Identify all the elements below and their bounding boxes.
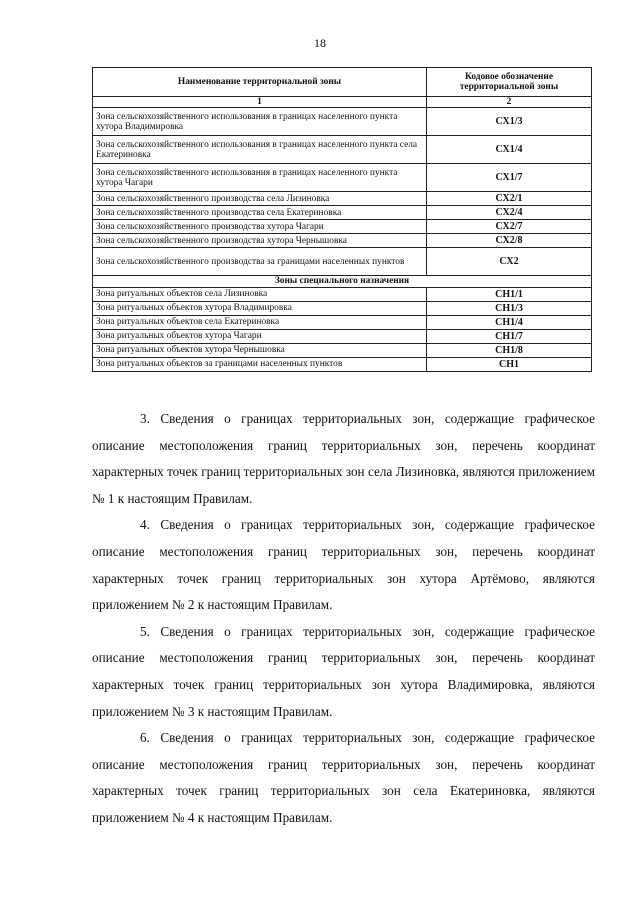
zone-code: СХ2/1	[427, 192, 592, 206]
zone-code: СХ2/4	[427, 206, 592, 220]
table-row	[93, 220, 592, 234]
zone-code: СХ1/3	[427, 108, 592, 136]
zone-name: Зона ритуальных объектов хутора Владимировка	[93, 301, 427, 315]
header-zone-code: Кодовое обозначение территориальной зоны	[427, 68, 592, 97]
paragraph: 4. Сведения о границах территориальных зон, содержащие графическое описание местоположения границ территориальных зон, перечень координат характерных точек границ территориальных зон хутора Артёмово, являются приложением № 2 к настоящим Правилам.	[92, 517, 595, 613]
zone-name: Зона ритуальных объектов села Екатериновка	[93, 315, 427, 329]
section-title: Зоны специального назначения	[93, 276, 592, 287]
table-row	[93, 108, 592, 136]
zone-code: СХ2/7	[427, 220, 592, 234]
body-text	[92, 406, 595, 832]
paragraph: 5. Сведения о границах территориальных зон, содержащие графическое описание местоположения границ территориальных зон, перечень координат характерных точек границ территориальных зон хутора Владимировка, являются приложением № 3 к настоящим Правилам.	[92, 623, 595, 719]
table-row	[93, 287, 592, 301]
zone-code: СН1/3	[427, 301, 592, 315]
zone-code: СН1	[427, 357, 592, 371]
zone-name: Зона ритуальных объектов села Лизиновка	[93, 287, 427, 301]
zone-name: Зона сельскохозяйственного использования в границах населенного пункта хутора Чагари	[93, 164, 427, 192]
zones-table	[92, 67, 592, 372]
zone-name: Зона сельскохозяйственного использования в границах населенного пункта села Екатериновка	[93, 136, 427, 164]
zone-code: СН1/4	[427, 315, 592, 329]
table-row	[93, 164, 592, 192]
zone-name: Зона сельскохозяйственного производства села Лизиновка	[93, 192, 427, 206]
section-header-row	[93, 276, 592, 287]
zone-code: СХ2/8	[427, 234, 592, 248]
table-header-row	[93, 68, 592, 97]
zone-code: СН1/1	[427, 287, 592, 301]
zone-code: СН1/7	[427, 329, 592, 343]
paragraph: 3. Сведения о границах территориальных зон, содержащие графическое описание местоположения границ территориальных зон, перечень координат характерных точек границ территориальных зон села Лизиновка, являются приложением № 1 к настоящим Правилам.	[92, 411, 595, 506]
table-row	[93, 343, 592, 357]
zone-code: СН1/8	[427, 343, 592, 357]
table-row	[93, 357, 592, 371]
zone-code: СХ1/7	[427, 164, 592, 192]
column-number: 1	[93, 97, 427, 108]
table-row	[93, 234, 592, 248]
column-number-row	[93, 97, 592, 108]
zone-code: СХ1/4	[427, 136, 592, 164]
zone-name: Зона сельскохозяйственного производства хутора Чернышовка	[93, 234, 427, 248]
table-row	[93, 329, 592, 343]
zone-name: Зона сельскохозяйственного производства хутора Чагари	[93, 220, 427, 234]
table-row	[93, 315, 592, 329]
table-row	[93, 192, 592, 206]
zone-name: Зона ритуальных объектов за границами населенных пунктов	[93, 357, 427, 371]
zone-name: Зона сельскохозяйственного производства села Екатериновка	[93, 206, 427, 220]
header-zone-name: Наименование территориальной зоны	[93, 68, 427, 97]
table-row	[93, 206, 592, 220]
table-row	[93, 248, 592, 276]
table-row	[93, 136, 592, 164]
column-number: 2	[427, 97, 592, 108]
zone-name: Зона сельскохозяйственного использования в границах населенного пункта хутора Владимировка	[93, 108, 427, 136]
zone-name: Зона ритуальных объектов хутора Чагари	[93, 329, 427, 343]
paragraph: 6. Сведения о границах территориальных зон, содержащие графическое описание местоположения границ территориальных зон, перечень координат характерных точек границ территориальных зон села Екатериновка, являются приложением № 4 к настоящим Правилам.	[92, 730, 595, 825]
zone-name: Зона ритуальных объектов хутора Чернышовка	[93, 343, 427, 357]
zone-code: СХ2	[427, 248, 592, 276]
table-row	[93, 301, 592, 315]
page-number: 18	[314, 36, 326, 50]
zone-name: Зона сельскохозяйственного производства за границами населенных пунктов	[93, 248, 427, 276]
